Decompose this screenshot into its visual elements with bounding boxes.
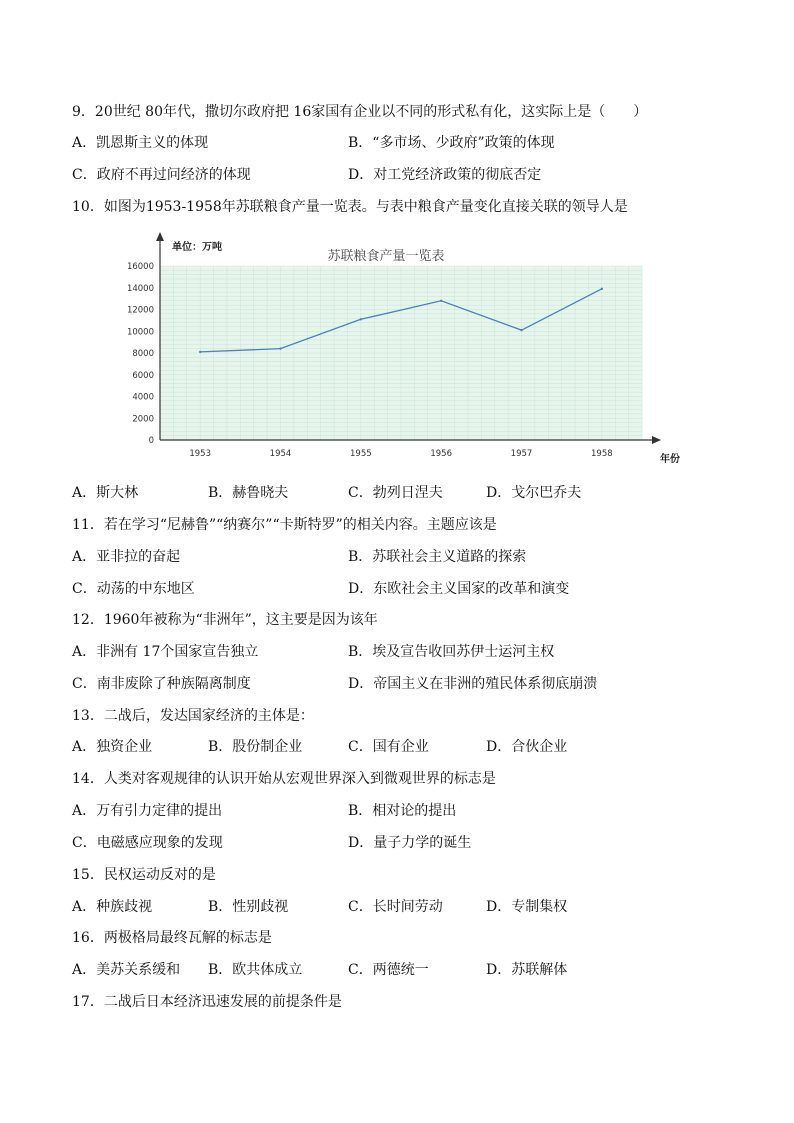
question-10-option-a[interactable]: A．斯大林 (72, 485, 139, 501)
chart-unit-label: 单位：万吨 (172, 242, 222, 253)
x-tick-label: 1954 (269, 449, 292, 459)
x-tick-label: 1953 (189, 449, 211, 459)
y-tick-label: 0 (148, 436, 154, 446)
question-9-option-c[interactable]: C．政府不再过问经济的体现 (72, 167, 251, 183)
y-tick-label: 6000 (132, 370, 154, 381)
question-11-option-d[interactable]: D．东欧社会主义国家的改革和演变 (348, 581, 570, 597)
data-point (360, 318, 362, 320)
y-axis-arrow-icon (156, 232, 164, 241)
y-tick-label: 12000 (126, 305, 154, 316)
question-16-stem: 16．两极格局最终瓦解的标志是 (72, 930, 272, 946)
x-tick-label: 1956 (430, 449, 452, 459)
question-15-stem: 15．民权运动反对的是 (72, 867, 216, 883)
y-tick-label: 10000 (126, 327, 154, 338)
chart-title: 苏联粮食产量一览表 (327, 249, 445, 264)
question-16-option-c[interactable]: C．两德统一 (348, 962, 429, 978)
question-9-option-b[interactable]: B．“多市场、少政府”政策的体现 (348, 135, 555, 151)
y-tick-label: 2000 (132, 414, 154, 425)
question-11-option-b[interactable]: B．苏联社会主义道路的探索 (348, 549, 527, 565)
grain-output-chart (110, 228, 682, 468)
question-12-stem: 12．1960年被称为“非洲年”，这主要是因为该年 (72, 612, 378, 628)
grid-lines (160, 266, 642, 440)
question-15-option-b[interactable]: B．性别歧视 (208, 899, 289, 915)
question-13-stem: 13．二战后，发达国家经济的主体是： (72, 708, 314, 724)
question-17-stem: 17．二战后日本经济迅速发展的前提条件是 (72, 994, 342, 1010)
question-11-option-c[interactable]: C．动荡的中东地区 (72, 581, 195, 597)
question-12-option-b[interactable]: B．埃及宣告收回苏伊士运河主权 (348, 644, 555, 660)
question-13-option-d[interactable]: D．合伙企业 (486, 739, 568, 755)
question-12-option-a[interactable]: A．非洲有 17个国家宣告独立 (72, 644, 259, 660)
question-12-option-d[interactable]: D．帝国主义在非洲的殖民体系彻底崩溃 (348, 676, 598, 692)
question-13-option-a[interactable]: A．独资企业 (72, 739, 153, 755)
question-9-option-a[interactable]: A．凯恩斯主义的体现 (72, 135, 209, 151)
question-10-option-d[interactable]: D．戈尔巴乔夫 (486, 485, 582, 501)
x-tick-label: 1957 (510, 449, 533, 459)
question-11-option-a[interactable]: A．亚非拉的奋起 (72, 549, 181, 565)
data-point (279, 347, 281, 349)
question-10-option-b[interactable]: B．赫鲁晓夫 (208, 485, 289, 501)
question-14-option-b[interactable]: B．相对论的提出 (348, 803, 457, 819)
question-13-option-c[interactable]: C．国有企业 (348, 739, 429, 755)
y-tick-labels (127, 262, 154, 446)
question-11-stem: 11．若在学习“尼赫鲁”“纳赛尔”“卡斯特罗”的相关内容。主题应该是 (72, 517, 497, 533)
question-9-option-d[interactable]: D．对工党经济政策的彻底否定 (348, 167, 542, 183)
data-point (440, 300, 442, 302)
question-15-option-a[interactable]: A．种族歧视 (72, 899, 153, 915)
question-13-option-b[interactable]: B．股份制企业 (208, 739, 303, 755)
question-16-option-b[interactable]: B．欧共体成立 (208, 962, 303, 978)
y-tick-label: 14000 (126, 283, 154, 294)
question-14-option-d[interactable]: D．量子力学的诞生 (348, 835, 472, 851)
data-point (520, 329, 522, 331)
x-tick-labels (189, 449, 612, 459)
question-16-option-d[interactable]: D．苏联解体 (486, 962, 568, 978)
question-15-option-d[interactable]: D．专制集权 (486, 899, 568, 915)
data-point (601, 288, 603, 290)
question-16-option-a[interactable]: A．美苏关系缓和 (72, 962, 181, 978)
question-9-stem: 9．20世纪 80年代，撒切尔政府把 16家国有企业以不同的形式私有化，这实际上是（ ） (72, 104, 648, 120)
x-tick-label: 1958 (591, 449, 613, 459)
question-10-option-c[interactable]: C．勃列日涅夫 (348, 485, 443, 501)
y-tick-label: 4000 (132, 392, 154, 403)
question-10-stem: 10．如图为1953-1958年苏联粮食产量一览表。与表中粮食产量变化直接关联的领导人是 (72, 199, 628, 215)
x-axis-label: 年份 (660, 454, 680, 465)
y-tick-label: 8000 (132, 349, 154, 359)
question-14-stem: 14．人类对客观规律的认识开始从宏观世界深入到微观世界的标志是 (72, 771, 496, 787)
grain-output-chart-svg (110, 228, 682, 468)
question-14-option-c[interactable]: C．电磁感应现象的发现 (72, 835, 223, 851)
x-axis-arrow-icon (652, 436, 661, 444)
y-tick-label: 16000 (126, 262, 154, 272)
x-tick-label: 1955 (350, 449, 372, 459)
question-14-option-a[interactable]: A．万有引力定律的提出 (72, 803, 223, 819)
question-12-option-c[interactable]: C．南非废除了种族隔离制度 (72, 676, 251, 692)
data-point (199, 351, 201, 353)
question-15-option-c[interactable]: C．长时间劳动 (348, 899, 443, 915)
